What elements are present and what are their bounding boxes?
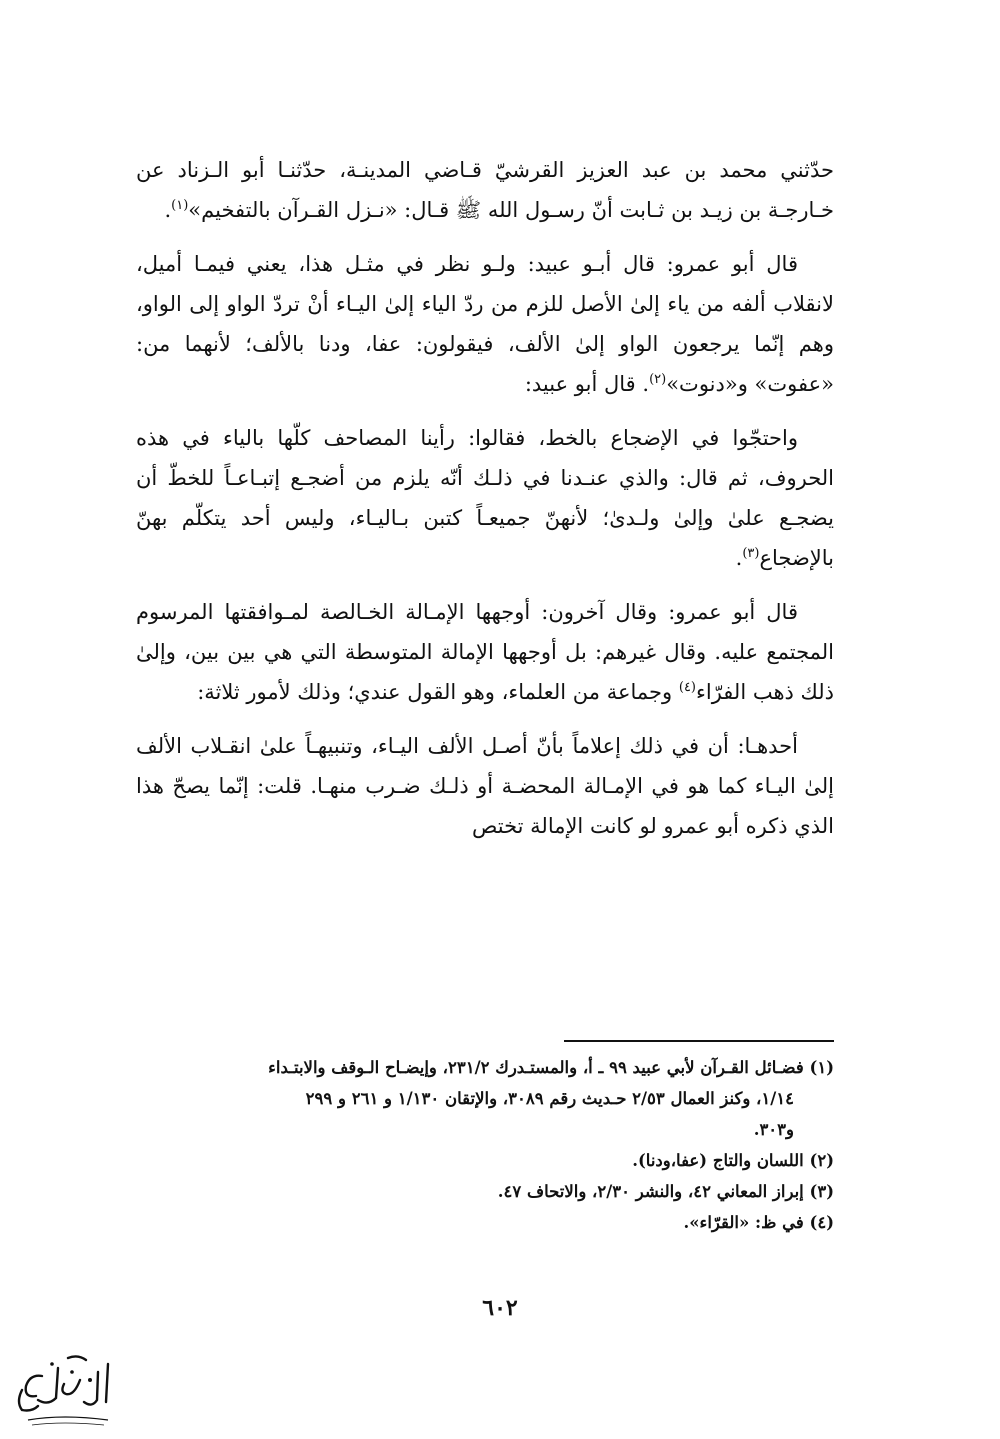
calligraphy-watermark-logo (8, 1350, 118, 1430)
footnote-ref: (٢) (649, 372, 667, 387)
footnote: (٢) اللسان والتاج (عفا،ودنا). (632, 1151, 834, 1170)
footnote-ref: (١) (171, 198, 189, 213)
paragraph-text: حدّثني محمد بن عبد العزيز القرشيّ قـاضي المدينـة، حدّثنـا أبو الـزناد عن خـارجـة بن زيـد بن ثـابت أنّ رسـول الله ﷺ قـال: «نـزل القـرآن بالتفخيم» (136, 158, 834, 222)
footnote: (٤) في ظ: «القرّاء». (683, 1213, 834, 1232)
footnote-ref: (٣) (742, 546, 760, 561)
footnote-continuation: ١/١٤، وكنز العمال ٢/٥٣ حـديث رقم ٣٠٨٩، والإتقان ١/١٣٠ و ٢٦١ و ٢٩٩ (305, 1089, 794, 1108)
footnotes (136, 1052, 834, 1238)
footnote-continuation: و٣٠٣. (753, 1120, 794, 1139)
body-text (136, 150, 834, 860)
paragraph (136, 726, 834, 846)
page-number: ٦٠٢ (482, 1295, 518, 1321)
paragraph-text: واحتجّوا في الإضجاع بالخط، فقالوا: رأينا المصاحف كلّها بالياء في هذه الحروف، ثم قال: والذي عنـدنا في ذلـك أنّه يلزم من أضجـع إتبـاعـاً للخطّ أن يضجـع علىٰ وإلىٰ ولـدىٰ؛ لأنهنّ جميعـاً كتبن بـاليـاء، وليس أحد يتكلّم بهنّ بالإضجاع (136, 426, 834, 570)
footnote-ref: (٤) (678, 680, 696, 695)
paragraph (136, 244, 834, 404)
paragraph (136, 592, 834, 712)
paragraph (136, 150, 834, 230)
paragraph-text: قال أبو عمرو: قال أبـو عبيد: ولـو نظر في مثـل هذا، يعني فيمـا أميل، لانقلاب ألفه من ياء إلىٰ الأصل للزم من ردّ الياء إلىٰ اليـاء أنْ تردّ الواو إلى الواو، وهم إنّما يرجعون الواو إلىٰ الألف، فيقولون: عفا، ودنا بالألف؛ لأنهما من: «عفوت» و«دنوت» (136, 252, 834, 396)
footnote: (٣) إبراز المعاني ٤٢، والنشر ٢/٣٠، والاتحاف ٤٧. (497, 1182, 834, 1201)
paragraph (136, 418, 834, 578)
footnote-separator (564, 1040, 834, 1042)
paragraph-tail: وجماعة من العلماء، وهو القول عندي؛ وذلك لأمور ثلاثة: (197, 680, 679, 704)
paragraph-text: قال أبو عمرو: وقال آخرون: أوجهها الإمـالة الخـالصة لمـوافقتها المرسوم المجتمع عليه. وقال غيرهم: بل أوجهها الإمالة المتوسطة التي هي بين بين، وإلىٰ ذلك ذهب الفرّاء (136, 600, 834, 704)
footnote: (١) فضـائل القـرآن لأبي عبيد ٩٩ ـ أ، والمستـدرك ٢٣١/٢، وإيضـاح الـوقف والابتـداء (268, 1058, 834, 1077)
paragraph-tail: . (164, 198, 172, 222)
paragraph-text: أحدهـا: أن في ذلك إعلاماً بأنّ أصـل الألف اليـاء، وتنبيهـاً علىٰ انقـلاب الألف إلىٰ اليـاء كما هو في الإمـالة المحضـة أو ذلـك ضـرب منهـا. قلت: إنّما يصحّ هذا الذي ذكره أبو عمرو لو كانت الإمالة تختص (136, 734, 834, 838)
paragraph-tail: . قال أبو عبيد: (524, 372, 650, 396)
paragraph-tail: . (735, 546, 743, 570)
